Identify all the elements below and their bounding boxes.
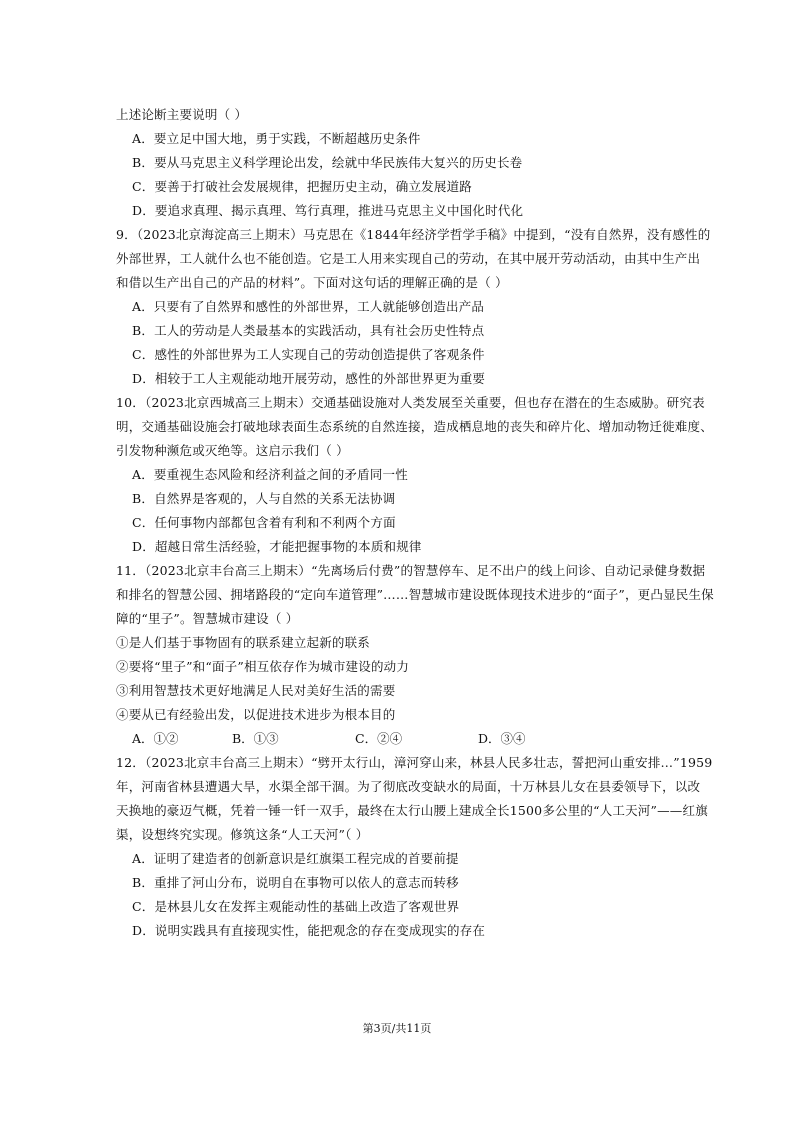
q9-stem-line-1: 9．（2023北京海淀高三上期末）马克思在《1844年经济学哲学手稿》中提到，“没有自然界，没有感性的 xyxy=(116,227,711,242)
q10-stem-line-3: 引发物种濒危或灭绝等。这启示我们（ ） xyxy=(116,443,349,458)
q9-stem-line-3: 和借以生产出自己的产品的材料”。下面对这句话的理解正确的是（ ） xyxy=(116,275,508,290)
intro-option-d: D．要追求真理、揭示真理、笃行真理，推进马克思主义中国化时代化 xyxy=(132,203,524,218)
q10-option-d: D．超越日常生活经验，才能把握事物的本质和规律 xyxy=(132,539,422,554)
intro-stem: 上述论断主要说明（ ） xyxy=(116,107,248,122)
q11-statement-3: ③利用智慧技术更好地满足人民对美好生活的需要 xyxy=(116,683,396,698)
q10-stem-line-2: 明，交通基础设施会打破地球表面生态系统的自然连接，造成栖息地的丧失和碎片化、增加动物迁徙难度、 xyxy=(116,419,713,434)
q12-option-b: B．重排了河山分布，说明自在事物可以依人的意志而转移 xyxy=(132,875,459,890)
q11-statement-1: ①是人们基于事物固有的联系建立起新的联系 xyxy=(116,635,371,650)
q11-stem-line-3: 障的“里子”。智慧城市建设（ ） xyxy=(116,611,299,626)
q9-stem-line-2: 外部世界，工人就什么也不能创造。它是工人用来实现自己的劳动，在其中展开劳动活动，由其中生产出 xyxy=(116,251,701,266)
q11-stem-line-1: 11．（2023北京丰台高三上期末）“先离场后付费”的智慧停车、足不出户的线上问诊、自动记录健身数据 xyxy=(116,563,706,578)
q10-option-b: B．自然界是客观的，人与自然的关系无法协调 xyxy=(132,491,396,506)
intro-option-c: C．要善于打破社会发展规律，把握历史主动，确立发展道路 xyxy=(132,179,472,194)
q10-option-a: A．要重视生态风险和经济利益之间的矛盾同一性 xyxy=(132,467,408,482)
q9-option-d: D．相较于工人主观能动地开展劳动，感性的外部世界更为重要 xyxy=(132,371,486,386)
q11-option-d: D．③④ xyxy=(478,731,526,746)
q11-stem-line-2: 和排名的智慧公园、拥堵路段的“定向车道管理”……智慧城市建设既体现技术进步的“面子”，更凸显民生保 xyxy=(116,587,714,602)
q12-stem-line-2: 年，河南省林县遭遇大旱，水渠全部干涸。为了彻底改变缺水的局面，十万林县儿女在县委领导下，以改 xyxy=(116,779,701,794)
q11-option-c: C．②④ xyxy=(355,731,403,746)
q11-statement-4: ④要从已有经验出发，以促进技术进步为根本目的 xyxy=(116,707,396,722)
intro-option-a: A．要立足中国大地，勇于实践，不断超越历史条件 xyxy=(132,131,421,146)
q11-statement-2: ②要将“里子”和“面子”相互依存作为城市建设的动力 xyxy=(116,659,410,674)
q12-option-d: D．说明实践具有直接现实性，能把观念的存在变成现实的存在 xyxy=(132,923,486,938)
q10-option-c: C．任何事物内部都包含着有利和不利两个方面 xyxy=(132,515,396,530)
q11-option-a: A．①② xyxy=(132,731,179,746)
q9-option-a: A．只要有了自然界和感性的外部世界，工人就能够创造出产品 xyxy=(132,299,485,314)
page-footer: 第3页/共11页 xyxy=(362,1022,432,1035)
q12-option-a: A．证明了建造者的创新意识是红旗渠工程完成的首要前提 xyxy=(132,851,459,866)
q12-option-c: C．是林县儿女在发挥主观能动性的基础上改造了客观世界 xyxy=(132,899,460,914)
q12-stem-line-4: 渠，设想终究实现。修筑这条“人工天河”（ ） xyxy=(116,827,369,842)
q12-stem-line-3: 天换地的豪迈气概，凭着一锤一钎一双手，最终在太行山腰上建成全长1500多公里的“人工天河”——红旗 xyxy=(116,803,708,818)
intro-option-b: B．要从马克思主义科学理论出发，绘就中华民族伟大复兴的历史长卷 xyxy=(132,155,523,170)
q9-option-c: C．感性的外部世界为工人实现自己的劳动创造提供了客观条件 xyxy=(132,347,485,362)
q9-option-b: B．工人的劳动是人类最基本的实践活动，具有社会历史性特点 xyxy=(132,323,485,338)
q11-option-b: B．①③ xyxy=(232,731,279,746)
q12-stem-line-1: 12．（2023北京丰台高三上期末）“劈开太行山，漳河穿山来，林县人民多壮志，誓把河山重安排…”1959 xyxy=(116,755,713,770)
q10-stem-line-1: 10．（2023北京西城高三上期末）交通基础设施对人类发展至关重要，但也存在潜在的生态威胁。研究表 xyxy=(116,395,705,410)
